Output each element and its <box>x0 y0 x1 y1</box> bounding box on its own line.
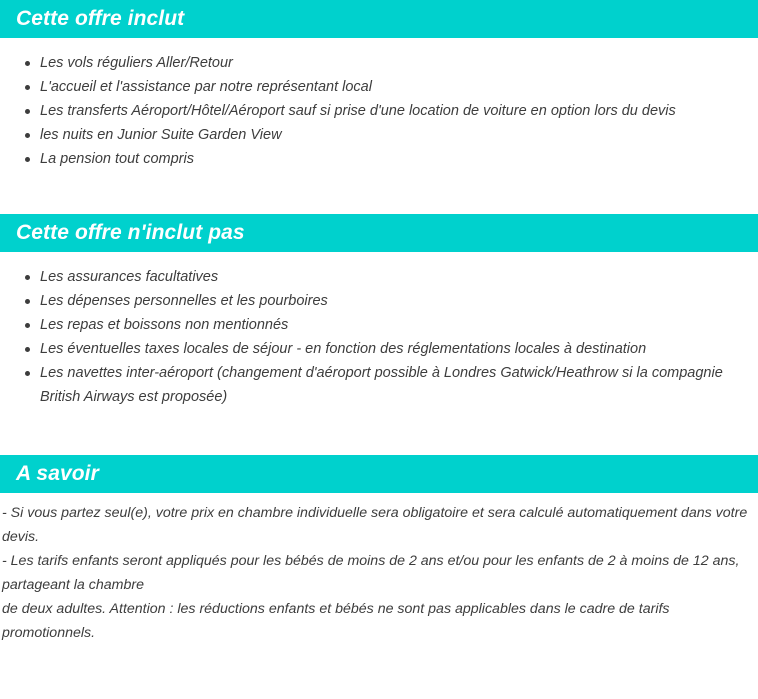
bullet-icon <box>25 371 30 376</box>
includes-list <box>0 51 758 171</box>
section-header-good-to-know <box>0 455 758 493</box>
list-item-label: La pension tout compris <box>40 151 194 167</box>
list-item <box>0 51 758 75</box>
section-body-includes <box>0 38 758 214</box>
bullet-icon <box>25 275 30 280</box>
bullet-icon <box>25 109 30 114</box>
list-item <box>0 313 758 337</box>
bullet-icon <box>25 347 30 352</box>
list-item-label: Les assurances facultatives <box>40 269 219 285</box>
list-item <box>0 75 758 99</box>
list-item <box>0 99 758 123</box>
list-item-label: Les navettes inter-aéroport (changement d'aéroport possible à Londres Gatwick/Heathrow si la compagnie British Airways est proposée) <box>40 365 723 405</box>
bullet-icon <box>25 157 30 162</box>
section-body-good-to-know <box>0 493 758 645</box>
list-item <box>0 265 758 289</box>
bullet-icon <box>25 299 30 304</box>
section-title-includes: Cette offre inclut <box>16 7 185 30</box>
list-item-label: L'accueil et l'assistance par notre représentant local <box>40 79 372 95</box>
spacer <box>0 38 758 51</box>
list-item-label: Les vols réguliers Aller/Retour <box>40 55 233 71</box>
list-item <box>0 361 758 409</box>
bullet-icon <box>25 61 30 66</box>
bullet-icon <box>25 133 30 138</box>
list-item-label: Les repas et boissons non mentionnés <box>40 317 289 333</box>
section-body-excludes <box>0 252 758 455</box>
spacer <box>0 252 758 265</box>
list-item-label: les nuits en Junior Suite Garden View <box>40 127 282 143</box>
list-item <box>0 147 758 171</box>
section-title-good-to-know: A savoir <box>16 462 99 485</box>
spacer <box>0 409 758 455</box>
list-item-label: Les transferts Aéroport/Hôtel/Aéroport sauf si prise d'une location de voiture en option lors du devis <box>40 103 676 119</box>
spacer <box>0 171 758 214</box>
section-header-excludes <box>0 214 758 252</box>
section-header-includes <box>0 0 758 38</box>
list-item <box>0 337 758 361</box>
section-title-excludes: Cette offre n'inclut pas <box>16 221 245 244</box>
excludes-list <box>0 265 758 409</box>
list-item <box>0 289 758 313</box>
list-item <box>0 123 758 147</box>
note-paragraph: de deux adultes. Attention : les réductions enfants et bébés ne sont pas applicables dans le cadre de tarifs promotionnels. <box>2 601 670 641</box>
bullet-icon <box>25 323 30 328</box>
list-item-label: Les éventuelles taxes locales de séjour - en fonction des réglementations locales à destination <box>40 341 647 357</box>
note-paragraph: - Si vous partez seul(e), votre prix en chambre individuelle sera obligatoire et sera calculé automatiquement dans votre devis. <box>2 505 748 545</box>
note-paragraph: - Les tarifs enfants seront appliqués pour les bébés de moins de 2 ans et/ou pour les enfants de 2 à moins de 12 ans, partageant la chambre <box>2 553 740 593</box>
list-item-label: Les dépenses personnelles et les pourboires <box>40 293 328 309</box>
bullet-icon <box>25 85 30 90</box>
